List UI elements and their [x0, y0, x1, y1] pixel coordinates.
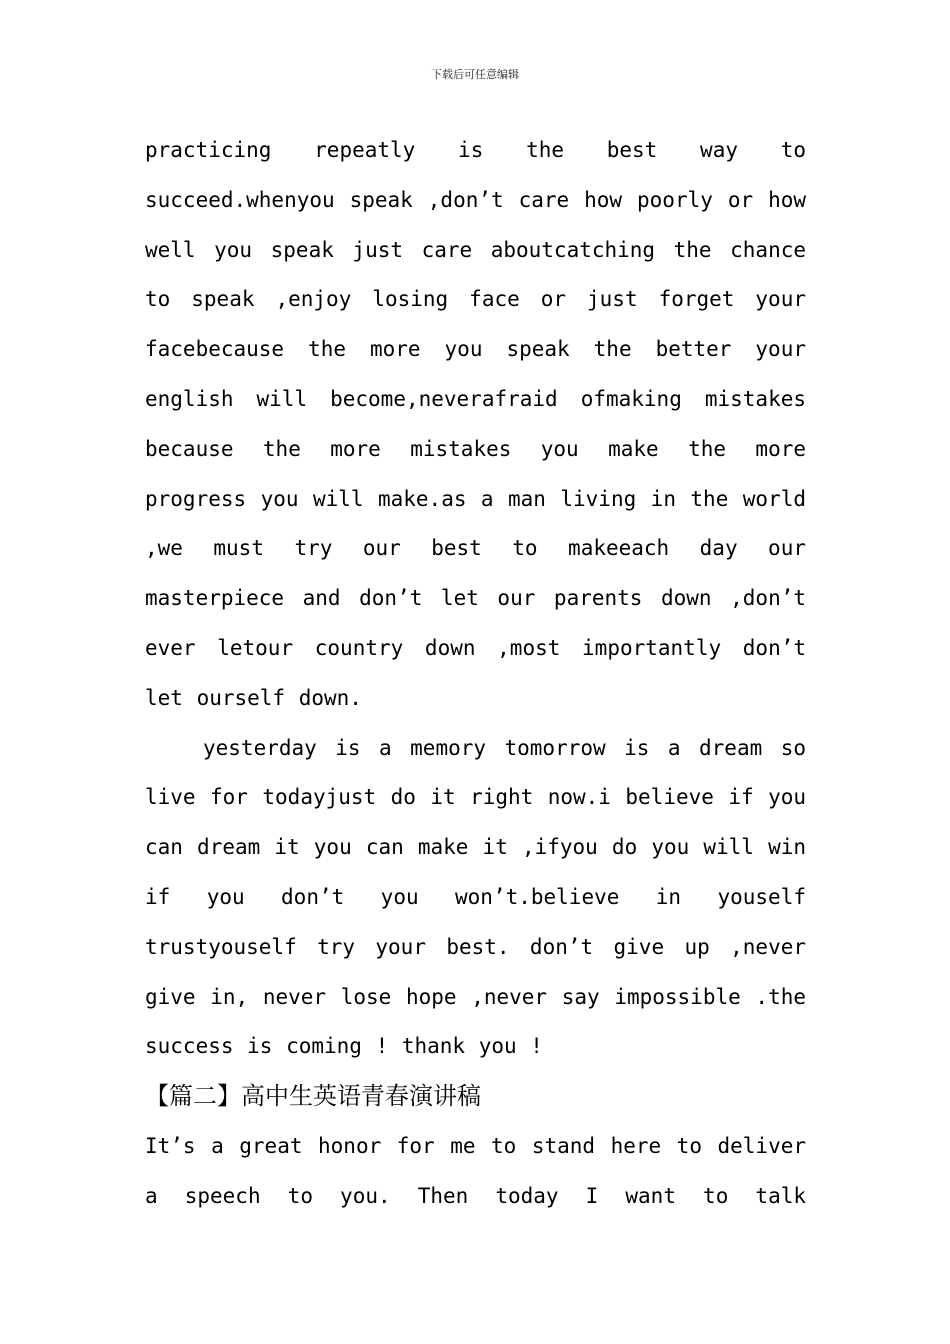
- section-heading: 【篇二】高中生英语青春演讲稿: [145, 1082, 481, 1111]
- paragraph-yesterday: yesterday is a memory tomorrow is a dream so live for todayjust do it right now.i believe if you can dream it you can make it ,ifyou do you will win if you don’t you won’t.believe in youself trustyouself try your best. don’t give up ,never give in, never lose hope ,never say impossible .the success is coming ! thank you !: [145, 735, 806, 1059]
- document-body: [145, 126, 806, 1222]
- page-header: 下载后可任意编辑: [431, 68, 519, 81]
- paragraph-honor: It’s a great honor for me to stand here to deliver a speech to you. Then today I want to talk: [145, 1133, 806, 1208]
- paragraph-practice: practicing repeatly is the best way to succeed.whenyou speak ,don’t care how poorly or how well you speak just care aboutcatching the chance to speak ,enjoy losing face or just forget your facebecause the more you speak the better your english will become,neverafraid ofmaking mistakes because the more mistakes you make the more progress you will make.as a man living in the world ,we must try our best to makeeach day our masterpiece and don’t let our parents down ,don’t ever letour country down ,most importantly don’t let ourself down.: [145, 138, 806, 710]
